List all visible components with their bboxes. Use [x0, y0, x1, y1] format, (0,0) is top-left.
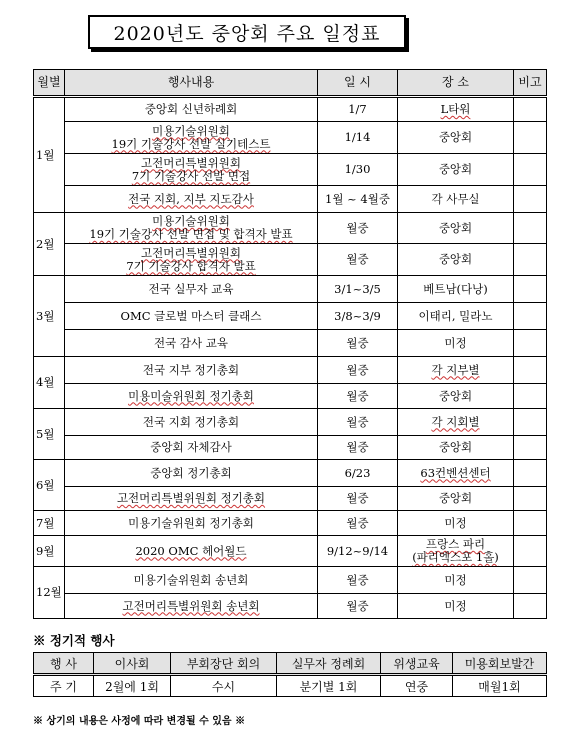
table-row — [34, 154, 547, 186]
place-cell: 중앙회 — [398, 154, 514, 186]
table-row — [34, 303, 547, 330]
regular-header-cell: 부회장단 회의 — [171, 653, 277, 675]
regular-value-cell: 연중 — [381, 675, 453, 697]
date-cell: 3/8~3/9 — [318, 303, 398, 330]
regular-header-cell: 실무자 정례회 — [277, 653, 381, 675]
table-row — [34, 213, 547, 244]
table-row — [34, 594, 547, 619]
note-cell — [514, 276, 547, 303]
footnote: ※ 상기의 내용은 사정에 따라 변경될 수 있음 ※ — [33, 716, 246, 727]
table-row — [34, 409, 547, 436]
event-cell: 중앙회 정기총회 — [65, 460, 318, 487]
month-cell: 6월 — [34, 460, 65, 511]
event-cell: 고전머리특별위원회 정기총회 — [65, 487, 318, 511]
month-cell: 12월 — [34, 567, 65, 619]
regular-events-title: ※ 정기적 행사 — [33, 633, 115, 648]
regular-value-cell: 수시 — [171, 675, 277, 697]
date-cell: 1/30 — [318, 154, 398, 186]
event-cell: 전국 실무자 교육 — [65, 276, 318, 303]
regular-header-cell: 이사회 — [94, 653, 171, 675]
date-cell: 월중 — [318, 213, 398, 244]
header-date: 일 시 — [318, 70, 398, 97]
date-cell: 월중 — [318, 436, 398, 460]
note-cell — [514, 213, 547, 244]
date-cell: 월중 — [318, 567, 398, 594]
note-cell — [514, 409, 547, 436]
date-cell: 월중 — [318, 244, 398, 276]
month-cell: 2월 — [34, 213, 65, 276]
place-cell: 중앙회 — [398, 122, 514, 154]
regular-value-cell: 2월에 1회 — [94, 675, 171, 697]
date-cell: 1/14 — [318, 122, 398, 154]
place-cell: 베트남(다낭) — [398, 276, 514, 303]
header-note: 비고 — [514, 70, 547, 97]
place-cell: 미정 — [398, 511, 514, 536]
date-cell: 월중 — [318, 594, 398, 619]
event-cell: 전국 지부 정기총회 — [65, 357, 318, 384]
table-row — [34, 511, 547, 536]
note-cell — [514, 330, 547, 357]
header-event: 행사내용 — [65, 70, 318, 97]
place-cell: L타워 — [398, 97, 514, 122]
place-cell: 중앙회 — [398, 436, 514, 460]
regular-header-cell: 위생교육 — [381, 653, 453, 675]
place-cell: 각 지회별 — [398, 409, 514, 436]
event-cell: 2020 OMC 헤어월드 — [65, 536, 318, 567]
date-cell: 1월 ~ 4월중 — [318, 186, 398, 213]
event-cell: 미용기술위원회 19기 기술강사 선발 실기테스트 — [65, 122, 318, 154]
header-place: 장 소 — [398, 70, 514, 97]
table-row — [34, 330, 547, 357]
event-cell: 미용기술위원회 19기 기술강사 선발 면접 및 합격자 발표 — [65, 213, 318, 244]
place-cell: 중앙회 — [398, 384, 514, 409]
month-cell: 9월 — [34, 536, 65, 567]
place-cell: 중앙회 — [398, 244, 514, 276]
date-cell: 1/7 — [318, 97, 398, 122]
event-cell: 미용미술위원회 정기총회 — [65, 384, 318, 409]
date-cell: 월중 — [318, 409, 398, 436]
event-cell: 미용기술위원회 정기총회 — [65, 511, 318, 536]
regular-header-cell: 미용회보발간 — [453, 653, 547, 675]
date-cell: 월중 — [318, 330, 398, 357]
event-cell: 고전머리특별위원회 송년회 — [65, 594, 318, 619]
place-cell: 프랑스 파리 (파리엑스포 1홀) — [398, 536, 514, 567]
note-cell — [514, 384, 547, 409]
note-cell — [514, 186, 547, 213]
event-cell: 미용기술위원회 송년회 — [65, 567, 318, 594]
regular-header-row — [34, 653, 547, 675]
note-cell — [514, 436, 547, 460]
note-cell — [514, 97, 547, 122]
table-row — [34, 567, 547, 594]
note-cell — [514, 122, 547, 154]
table-row — [34, 122, 547, 154]
event-cell: 전국 지회, 지부 지도감사 — [65, 186, 318, 213]
note-cell — [514, 357, 547, 384]
event-cell: 고전머리특별위원회 7기 기술강사 합격자 발표 — [65, 244, 318, 276]
date-cell: 월중 — [318, 384, 398, 409]
place-cell: 이태리, 밀라노 — [398, 303, 514, 330]
event-cell: 고전머리특별위원회 7기 기술강사 선발 면접 — [65, 154, 318, 186]
month-cell: 4월 — [34, 357, 65, 409]
table-row — [34, 436, 547, 460]
month-cell: 3월 — [34, 276, 65, 357]
table-row — [34, 186, 547, 213]
place-cell: 각 지부별 — [398, 357, 514, 384]
event-cell: 전국 감사 교육 — [65, 330, 318, 357]
table-row — [34, 384, 547, 409]
table-row — [34, 244, 547, 276]
regular-value-cell: 주 기 — [34, 675, 94, 697]
table-row — [34, 357, 547, 384]
table-header-row — [34, 70, 547, 97]
note-cell — [514, 511, 547, 536]
note-cell — [514, 594, 547, 619]
note-cell — [514, 567, 547, 594]
page-title: 2020년도 중앙회 주요 일정표 — [88, 15, 406, 49]
place-cell: 중앙회 — [398, 213, 514, 244]
header-month: 월별 — [34, 70, 65, 97]
regular-header-cell: 행 사 — [34, 653, 94, 675]
table-row — [34, 97, 547, 122]
place-cell: 미정 — [398, 330, 514, 357]
note-cell — [514, 303, 547, 330]
place-cell: 각 사무실 — [398, 186, 514, 213]
schedule-table — [33, 69, 547, 619]
table-row — [34, 460, 547, 487]
month-cell: 5월 — [34, 409, 65, 460]
date-cell: 월중 — [318, 357, 398, 384]
note-cell — [514, 487, 547, 511]
regular-value-cell: 매월1회 — [453, 675, 547, 697]
note-cell — [514, 536, 547, 567]
table-row — [34, 536, 547, 567]
place-cell: 미정 — [398, 594, 514, 619]
place-cell: 63컨벤션센터 — [398, 460, 514, 487]
regular-events-table — [33, 652, 547, 697]
month-cell: 1월 — [34, 97, 65, 213]
table-row — [34, 276, 547, 303]
date-cell: 6/23 — [318, 460, 398, 487]
month-cell: 7월 — [34, 511, 65, 536]
date-cell: 9/12~9/14 — [318, 536, 398, 567]
place-cell: 중앙회 — [398, 487, 514, 511]
place-cell: 미정 — [398, 567, 514, 594]
event-cell: 중앙회 신년하례회 — [65, 97, 318, 122]
date-cell: 월중 — [318, 487, 398, 511]
event-cell: 전국 지회 정기총회 — [65, 409, 318, 436]
regular-value-cell: 분기별 1회 — [277, 675, 381, 697]
note-cell — [514, 154, 547, 186]
regular-value-row — [34, 675, 547, 697]
event-cell: 중앙회 자체감사 — [65, 436, 318, 460]
note-cell — [514, 244, 547, 276]
date-cell: 월중 — [318, 511, 398, 536]
note-cell — [514, 460, 547, 487]
date-cell: 3/1~3/5 — [318, 276, 398, 303]
event-cell: OMC 글로벌 마스터 클래스 — [65, 303, 318, 330]
table-row — [34, 487, 547, 511]
